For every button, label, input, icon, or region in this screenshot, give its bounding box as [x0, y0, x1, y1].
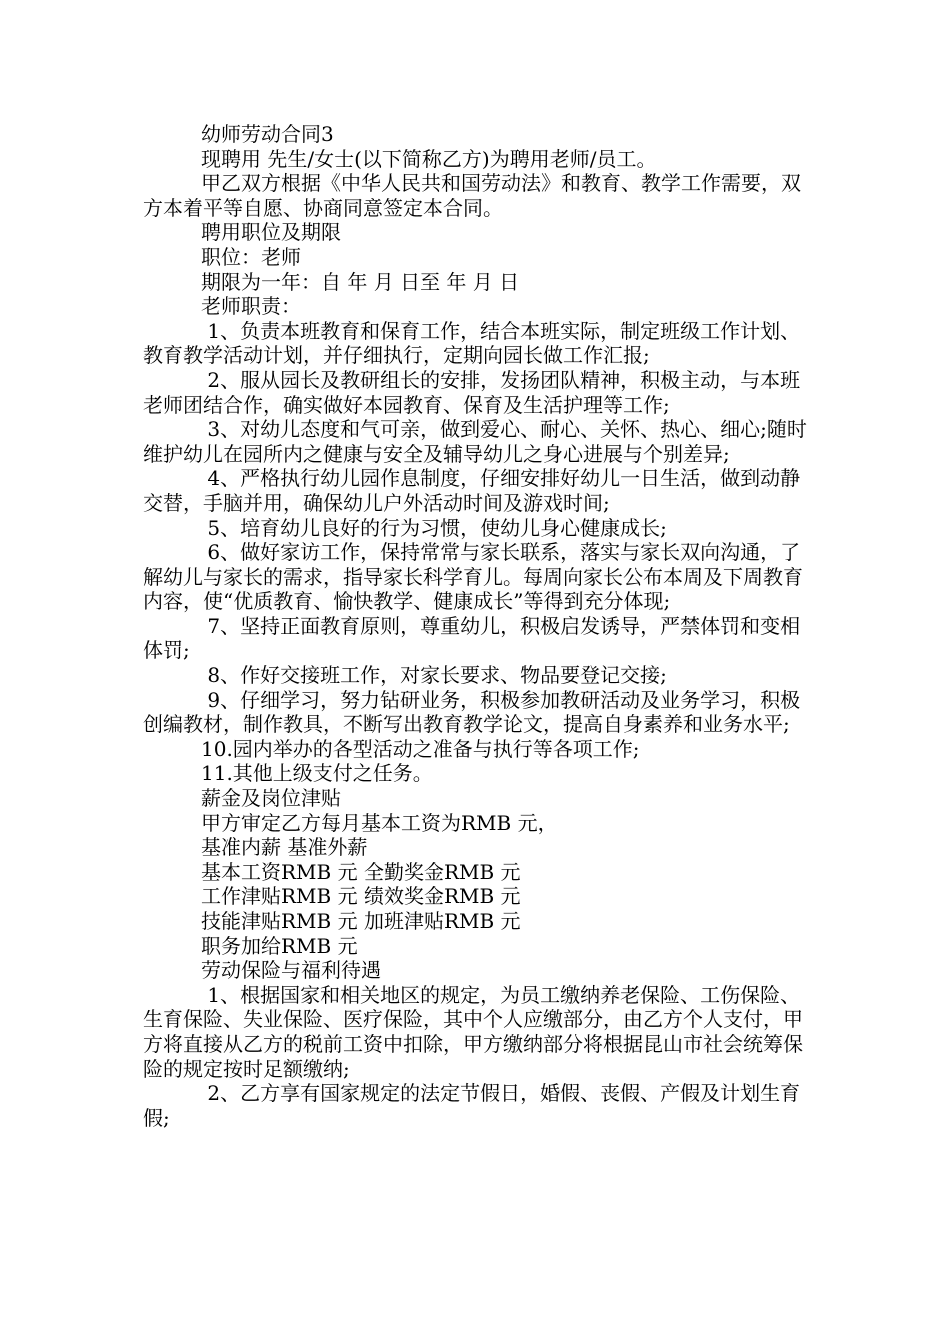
list-item: 7、坚持正面教育原则，尊重幼儿，积极启发诱导，严禁体罚和变相体罚;: [143, 613, 801, 663]
list-item: 5、培育幼儿良好的行为习惯，使幼儿身心健康成长;: [201, 515, 667, 540]
document-body: [143, 122, 813, 1130]
paragraph: 甲乙双方根据《中华人民共和国劳动法》和教育、教学工作需要，双方本着平等自愿、协商同意签定本合同。: [143, 171, 801, 220]
paragraph: 职位：老师: [201, 244, 301, 269]
document-title: 幼师劳动合同3: [201, 122, 334, 146]
list-item: 1、根据国家和相关地区的规定，为员工缴纳养老保险、工伤保险、生育保险、失业保险、医疗保险，其中个人应缴部分，由乙方个人支付，甲方将直接从乙方的税前工资中扣除，甲方缴纳部分将根据昆山市社会统筹保险的规定按时足额缴纳;: [143, 982, 803, 1081]
list-item: 2、服从园长及教研组长的安排，发扬团队精神，积极主动，与本班老师团结合作，确实做好本园教育、保育及生活护理等工作;: [143, 367, 801, 417]
section-heading: 劳动保险与福利待遇: [201, 958, 381, 983]
list-item: 1、负责本班教育和保育工作，结合本班实际，制定班级工作计划、教育教学活动计划，并仔细执行，定期向园长做工作汇报;: [143, 318, 801, 368]
paragraph: 职务加给RMB 元: [201, 933, 358, 958]
list-item: 10.园内举办的各型活动之准备与执行等各项工作;: [201, 736, 640, 761]
list-item: 11.其他上级支付之任务。: [201, 761, 433, 786]
paragraph: 基准内薪 基准外薪: [201, 835, 368, 860]
paragraph: 基本工资RMB 元 全勤奖金RMB 元: [201, 859, 521, 884]
section-heading: 聘用职位及期限: [201, 220, 341, 245]
list-item: 8、作好交接班工作，对家长要求、物品要登记交接;: [201, 663, 667, 688]
list-item: 2、乙方享有国家规定的法定节假日，婚假、丧假、产假及计划生育假;: [143, 1081, 801, 1130]
section-heading: 老师职责：: [201, 294, 301, 319]
paragraph: 技能津贴RMB 元 加班津贴RMB 元: [201, 909, 521, 933]
paragraph: 现聘用 先生/女士(以下简称乙方)为聘用老师/员工。: [201, 146, 657, 171]
list-item: 3、对幼儿态度和气可亲，做到爱心、耐心、关怀、热心、细心;随时维护幼儿在园所内之健康与安全及辅导幼儿之身心进展与个别差异;: [143, 417, 807, 466]
paragraph: 工作津贴RMB 元 绩效奖金RMB 元: [201, 884, 521, 909]
paragraph: 期限为一年：自 年 月 日至 年 月 日: [201, 269, 520, 294]
list-item: 9、仔细学习，努力钻研业务，积极参加教研活动及业务学习，积极创编教材，制作教具，不断写出教育教学论文，提高自身素养和业务水平;: [143, 687, 801, 737]
paragraph: 甲方审定乙方每月基本工资为RMB 元，: [201, 810, 558, 835]
list-item: 6、做好家访工作，保持常常与家长联系，落实与家长双向沟通，了解幼儿与家长的需求，指导家长科学育儿。每周向家长公布本周及下周教育内容，使“优质教育、愉快教学、健康成长”等得到充分体现;: [143, 540, 803, 614]
section-heading: 薪金及岗位津贴: [201, 786, 341, 811]
list-item: 4、严格执行幼儿园作息制度，仔细安排好幼儿一日生活，做到动静交替，手脑并用，确保幼儿户外活动时间及游戏时间;: [143, 466, 801, 515]
